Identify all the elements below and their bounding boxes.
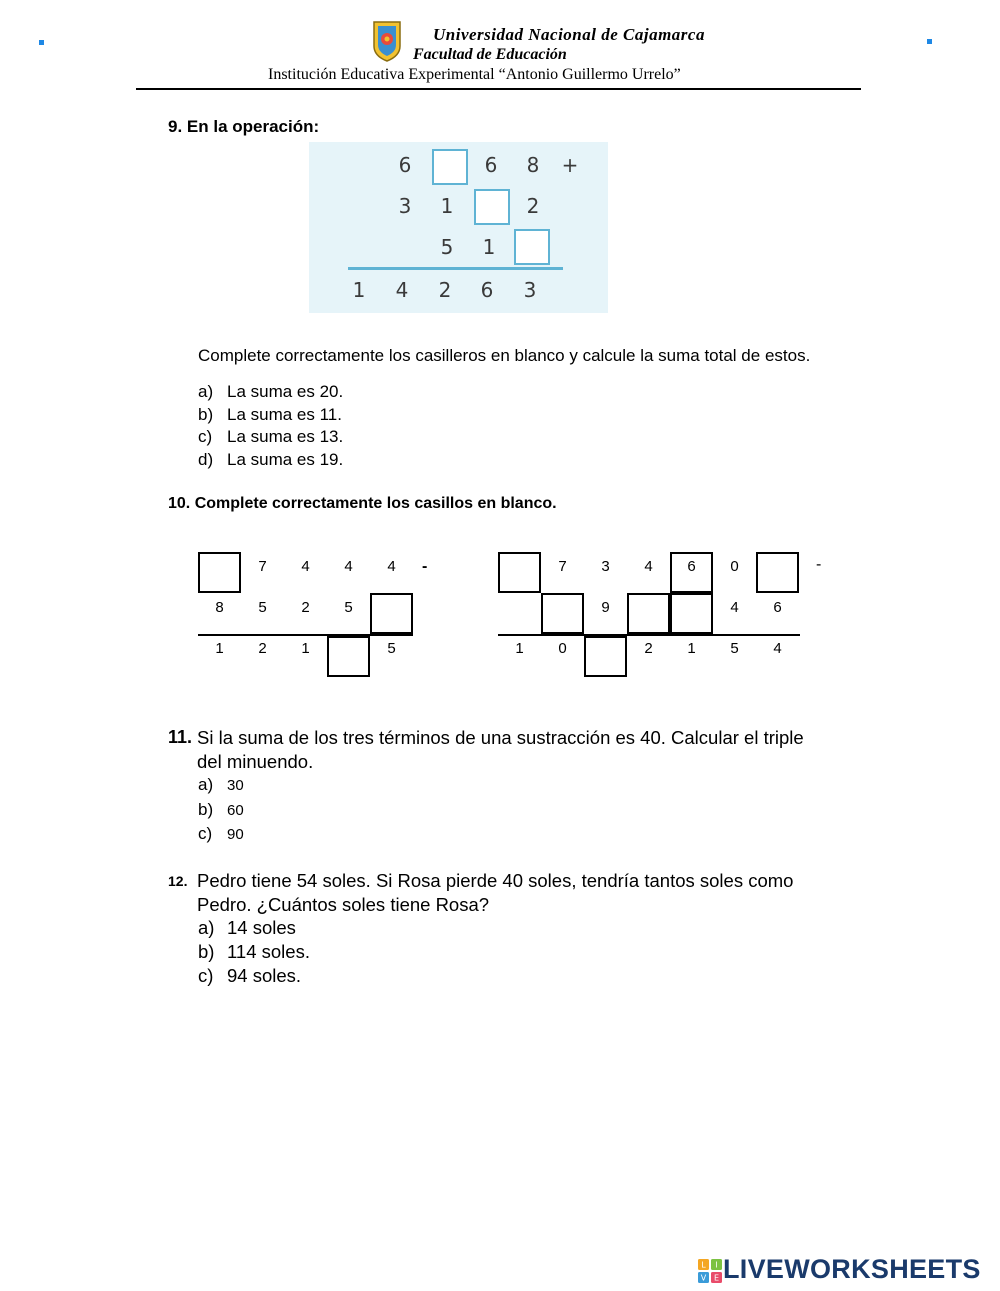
q11-number: 11. [168,727,193,747]
option-letter: a) [198,775,214,794]
q9-addition-panel [309,142,608,313]
q12-option-b[interactable] [198,940,310,964]
option-letter: c) [198,824,213,843]
university-name: Universidad Nacional de Cajamarca [433,25,705,44]
q10-digit: 3 [601,558,610,575]
q12-option-a[interactable] [198,916,310,940]
q10-digit: 4 [773,640,782,657]
q10-digit: 1 [301,640,310,657]
option-text: 30 [227,777,244,794]
q9-digit: 5 [440,235,454,259]
q9-option-c[interactable] [198,426,343,449]
q9-digit: 6 [484,153,498,177]
option-text: 14 soles [227,917,296,938]
q10-left-grid [198,552,438,678]
option-letter: d) [198,449,214,469]
q10-blank-box[interactable] [327,636,370,677]
q10-digit: 4 [301,558,310,575]
q9-result-digit: 6 [480,278,494,302]
header-divider [136,88,861,90]
q9-plus-sign: + [561,153,579,177]
option-letter: a) [198,382,214,401]
q10-digit: 9 [601,599,610,616]
corner-dot-left [39,40,44,45]
liveworksheets-logo-icon [698,1259,722,1283]
q10-digit: 5 [258,599,267,616]
option-letter: c) [198,427,213,447]
option-text: 114 soles. [227,941,310,962]
q9-options [198,381,343,471]
q10-digit: 0 [730,558,739,575]
q10-digit: 8 [215,599,224,616]
q9-option-a[interactable] [198,381,343,404]
q11-text-line2: del minuendo. [197,751,314,772]
q11-option-b[interactable] [198,798,244,823]
q9-blank-box[interactable] [432,149,468,185]
liveworksheets-brand: LIVEWORKSHEETS [723,1254,981,1284]
q12-options [198,916,310,988]
q9-digit: 6 [398,153,412,177]
q9-result-digit: 1 [352,278,366,302]
q9-result-digit: 3 [523,278,537,302]
option-letter: b) [198,404,214,424]
q10-digit: 2 [644,640,653,657]
q9-digit: 1 [440,194,454,218]
option-text: La suma es 11. [227,404,342,424]
q10-digit: 5 [730,640,739,657]
q10-digit: 6 [773,599,782,616]
q11-option-c[interactable] [198,822,244,847]
q9-digit: 2 [526,194,540,218]
q10-digit: 4 [344,558,353,575]
q9-option-b[interactable] [198,404,343,427]
q11-text-line1: Si la suma de los tres términos de una sustracción es 40. Calcular el triple [197,727,804,748]
university-crest-icon [372,20,402,62]
faculty-name: Facultad de Educación [413,46,567,63]
q10-blank-box[interactable] [584,636,627,677]
q10-minus-sign: - [422,558,428,575]
q10-digit: 5 [387,640,396,657]
q9-instruction: Complete correctamente los casilleros en blanco y calcule la suma total de estos. [198,346,811,365]
q10-digit: 1 [515,640,524,657]
q10-digit-box [670,552,713,593]
q12-text-line2: Pedro. ¿Cuántos soles tiene Rosa? [197,894,490,915]
q9-sum-line [348,267,563,270]
q12-number: 12. [168,873,188,889]
q9-digit: 1 [482,235,496,259]
q10-blank-box[interactable] [498,552,541,593]
q10-digit: 4 [387,558,396,575]
q10-digit: 2 [301,599,310,616]
logo-letter: L [701,1260,706,1270]
corner-dot-right [927,39,932,44]
q10-digit: 4 [730,599,739,616]
option-text: 90 [227,826,244,843]
q10-title: 10. Complete correctamente los casillos en blanco. [168,495,557,512]
q10-digit: 2 [258,640,267,657]
option-text: 60 [227,801,244,819]
q10-digit: 6 [687,558,696,575]
option-letter: b) [198,799,214,819]
q9-blank-box[interactable] [474,189,510,225]
q9-result-digit: 2 [438,278,452,302]
logo-letter: I [715,1260,718,1270]
option-letter: a) [198,917,215,938]
logo-letter: V [700,1273,707,1283]
institution-name: Institución Educativa Experimental “Antonio Guillermo Urrelo” [268,66,681,83]
q9-blank-box[interactable] [514,229,550,265]
q12-text-line1: Pedro tiene 54 soles. Si Rosa pierde 40 soles, tendría tantos soles como [197,870,794,891]
q10-minus-sign: - [816,556,822,573]
q10-digit: 4 [644,558,653,575]
q10-right-grid [498,552,838,678]
q10-digit: 7 [258,558,267,575]
q11-options [198,773,244,847]
q10-digit: 7 [558,558,567,575]
q9-option-d[interactable] [198,449,343,472]
option-letter: c) [198,965,214,986]
q11-option-a[interactable] [198,773,244,798]
q12-option-c[interactable] [198,964,310,988]
q9-result-digit: 4 [395,278,409,302]
option-letter: b) [198,941,215,962]
q10-digit: 1 [215,640,224,657]
option-text: La suma es 19. [227,449,344,469]
q10-digit: 5 [344,599,353,616]
option-text: 94 soles. [227,965,302,986]
option-text: La suma es 20. [227,382,344,401]
q10-digit: 0 [558,640,567,657]
q9-title: 9. En la operación: [168,117,320,136]
q10-digit: 1 [687,640,696,657]
q9-digit: 3 [398,194,412,218]
logo-letter: E [713,1273,720,1283]
option-text: La suma es 13. [227,427,344,447]
q9-digit: 8 [526,153,540,177]
